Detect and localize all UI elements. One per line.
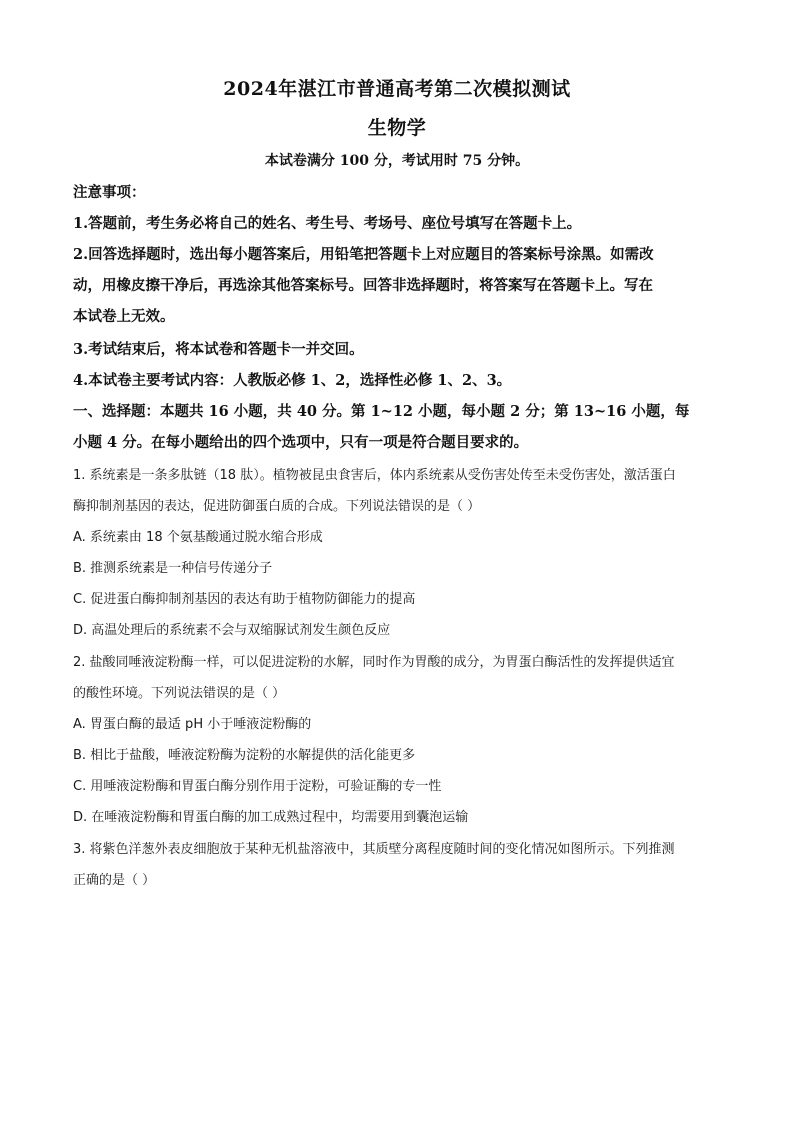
note-item-3: 3.考试结束后，将本试卷和答题卡一并交回。 [73, 341, 364, 358]
subject-title: 生物学 [367, 117, 427, 139]
note-item-4: 4.本试卷主要考试内容：人教版必修 1、2，选择性必修 1、2、3。 [73, 372, 512, 389]
note-item-1: 1.答题前，考生务必将自己的姓名、考生号、考场号、座位号填写在答题卡上。 [73, 215, 582, 232]
note-item-2-line-2: 动，用橡皮擦干净后，再选涂其他答案标号。回答非选择题时，将答案写在答题卡上。写在 [73, 277, 653, 294]
note-item-2-line-1: 2.回答选择题时，选出每小题答案后，用铅笔把答题卡上对应题目的答案标号涂黑。如需改 [73, 246, 654, 263]
question-3-stem-line-1: 3. 将紫色洋葱外表皮细胞放于某种无机盐溶液中，其质壁分离程度随时间的变化情况如图所示。下列推测 [73, 842, 675, 857]
question-1-option-d: D. 高温处理后的系统素不会与双缩脲试剂发生颜色反应 [73, 623, 391, 638]
question-3-stem-line-2: 正确的是（ ） [73, 873, 156, 888]
question-2-stem-line-1: 2. 盐酸同唾液淀粉酶一样，可以促进淀粉的水解，同时作为胃酸的成分，为胃蛋白酶活性的发挥提供适宜 [73, 655, 675, 670]
question-1-stem-line-1: 1. 系统素是一条多肽链（18 肽）。植物被昆虫食害后，体内系统素从受伤害处传至未受伤害处，激活蛋白 [73, 468, 676, 483]
question-2-option-c: C. 用唾液淀粉酶和胃蛋白酶分别作用于淀粉，可验证酶的专一性 [73, 779, 442, 794]
question-2-stem-line-2: 的酸性环境。下列说法错误的是（ ） [73, 686, 286, 701]
question-2-option-d: D. 在唾液淀粉酶和胃蛋白酶的加工成熟过程中，均需要用到囊泡运输 [73, 810, 469, 825]
notes-heading: 注意事项： [73, 184, 146, 201]
question-1-option-b: B. 推测系统素是一种信号传递分子 [73, 561, 273, 576]
question-2-option-b: B. 相比于盐酸，唾液淀粉酶为淀粉的水解提供的活化能更多 [73, 748, 416, 763]
question-1-option-c: C. 促进蛋白酶抑制剂基因的表达有助于植物防御能力的提高 [73, 592, 416, 607]
section-intro-line-1: 一、选择题：本题共 16 小题，共 40 分。第 1~12 小题，每小题 2 分；第 13~16 小题，每 [73, 403, 690, 420]
exam-title: 2024年湛江市普通高考第二次模拟测试 [223, 78, 571, 100]
question-1-option-a: A. 系统素由 18 个氨基酸通过脱水缩合形成 [73, 530, 323, 545]
question-2-option-a: A. 胃蛋白酶的最适 pH 小于唾液淀粉酶的 [73, 717, 312, 732]
exam-info: 本试卷满分 100 分，考试用时 75 分钟。 [264, 153, 530, 169]
question-1-stem-line-2: 酶抑制剂基因的表达，促进防御蛋白质的合成。下列说法错误的是（ ） [73, 499, 481, 514]
note-item-2-line-3: 本试卷上无效。 [73, 308, 175, 325]
section-intro-line-2: 小题 4 分。在每小题给出的四个选项中，只有一项是符合题目要求的。 [73, 434, 529, 451]
